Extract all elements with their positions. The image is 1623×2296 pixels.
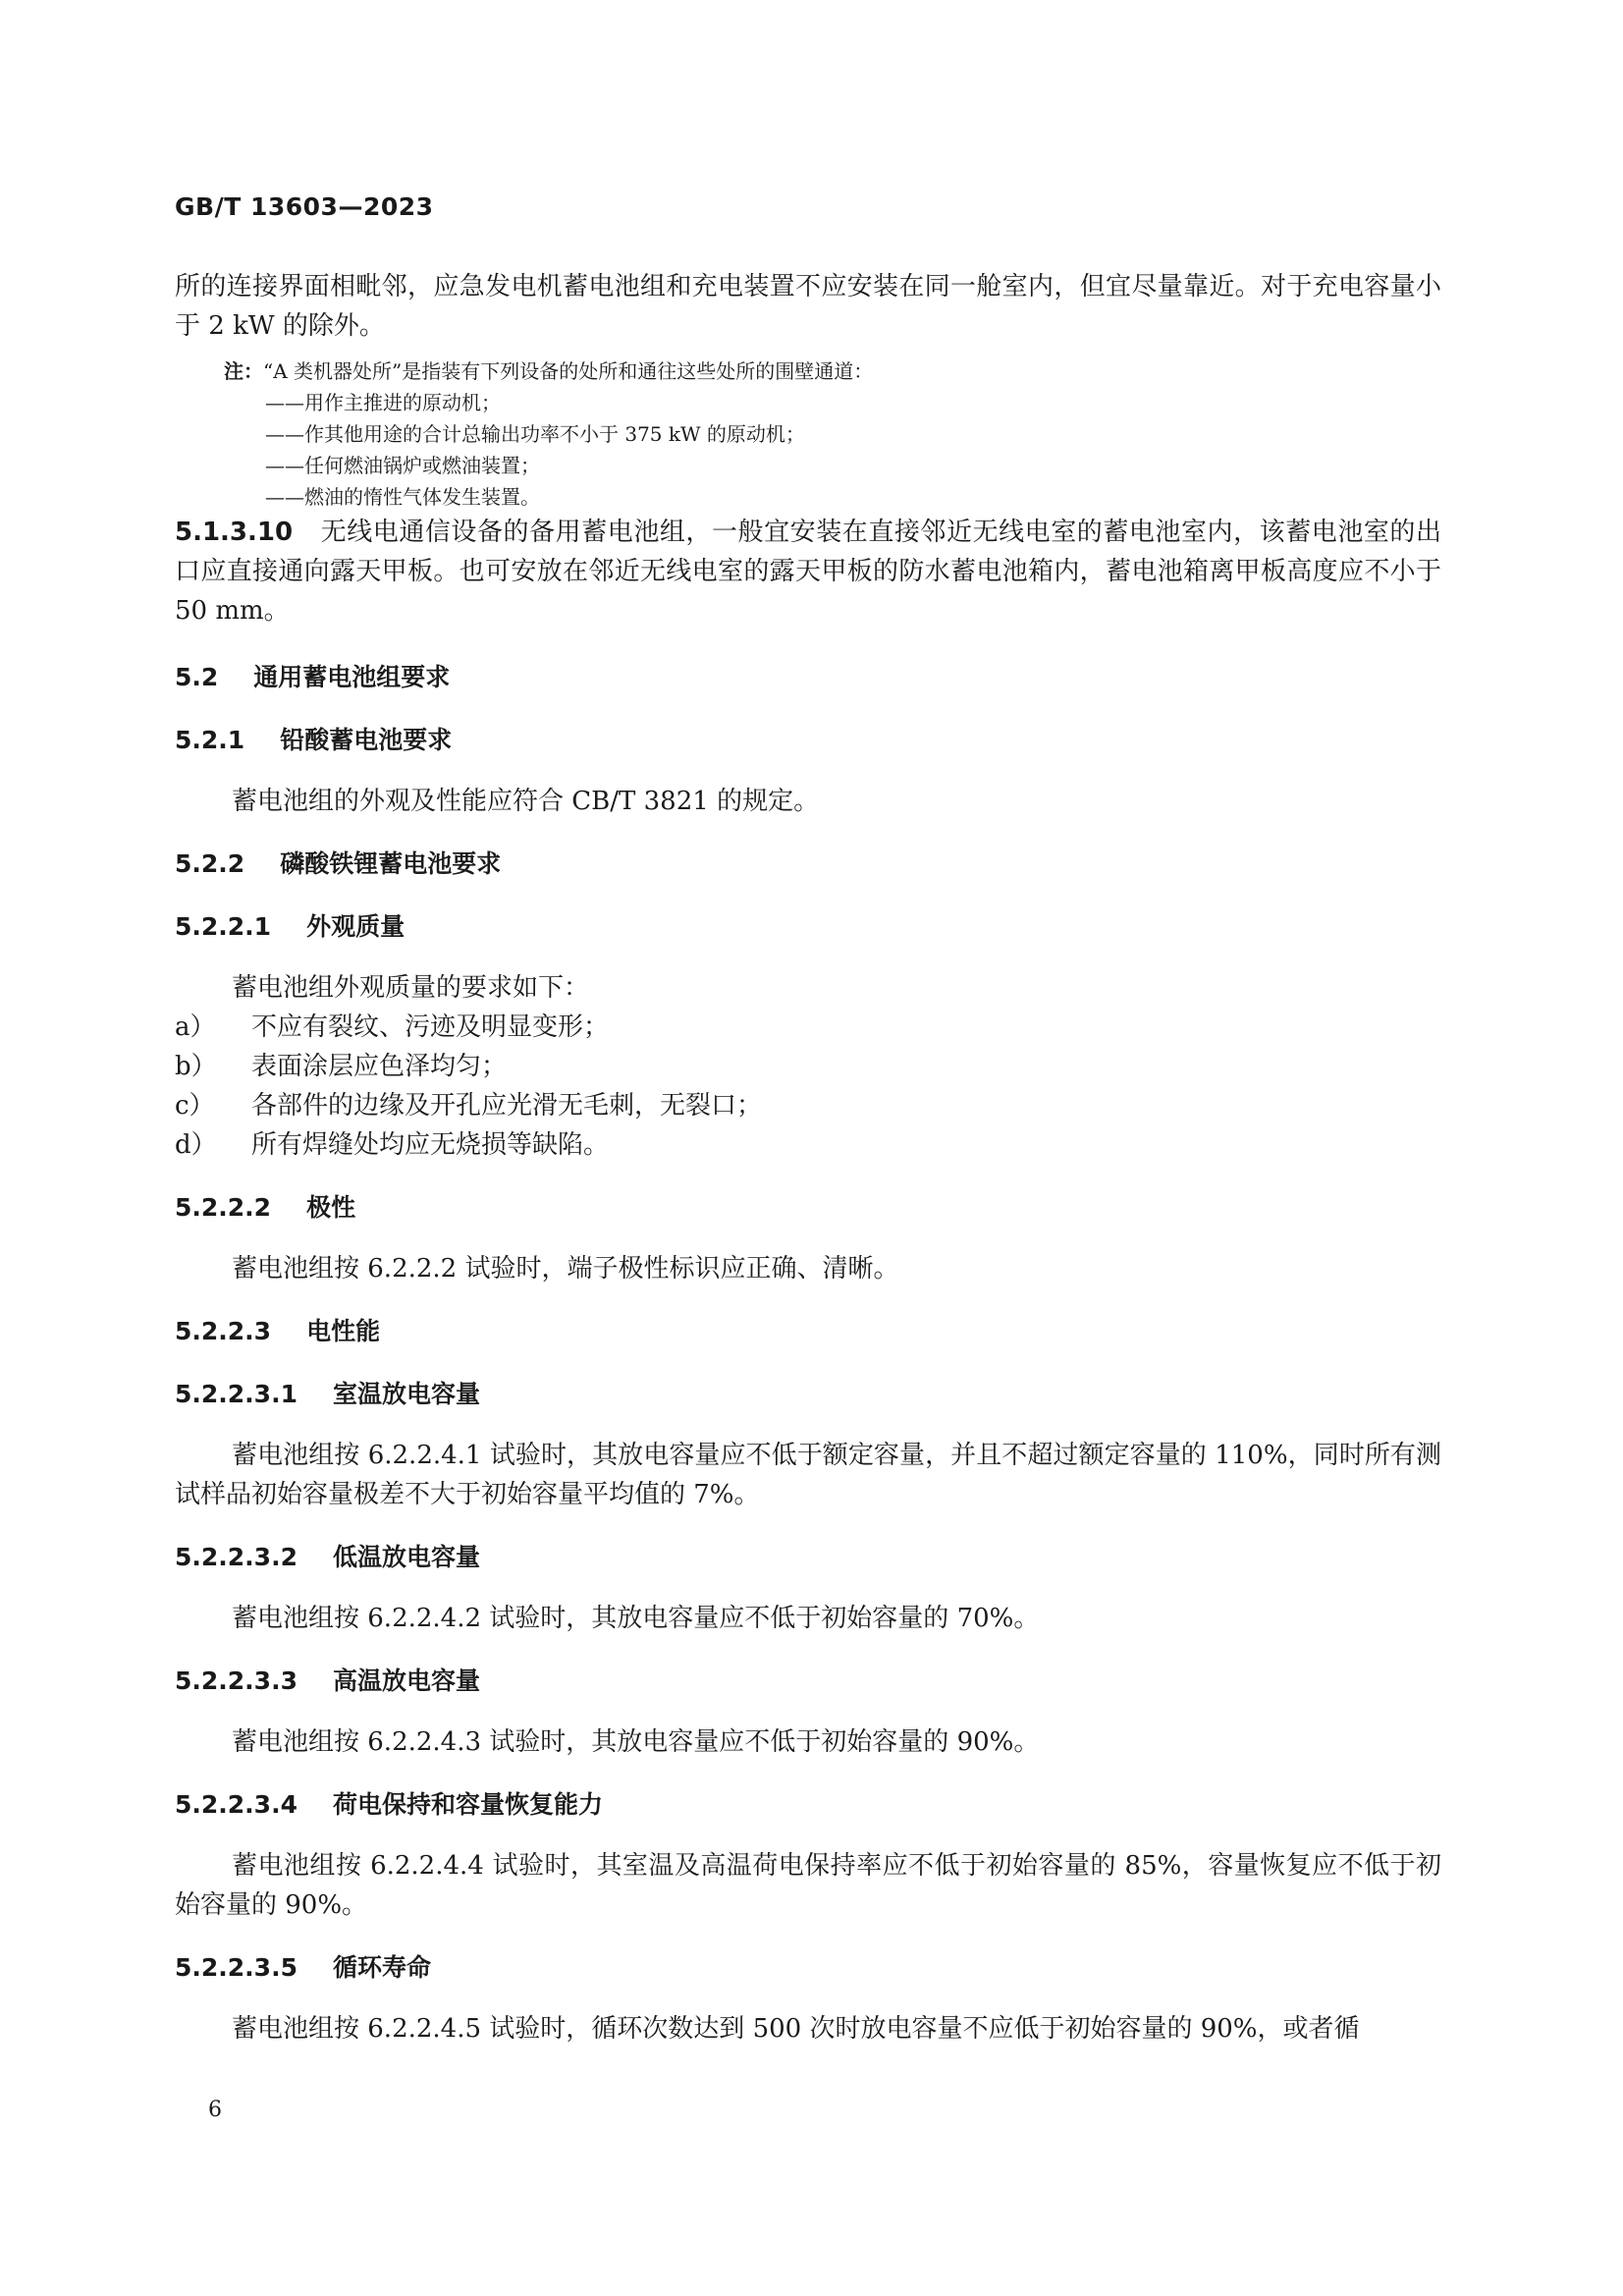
section-body: 蓄电池组按 6.2.2.4.2 试验时，其放电容量应不低于初始容量的 70%。 <box>232 1604 1040 1633</box>
page-content <box>175 267 1441 2049</box>
list-item-label: b） <box>175 1052 217 1081</box>
list-item-label: c） <box>175 1091 215 1121</box>
section-number: 5.2 <box>175 663 219 691</box>
section-heading <box>175 1785 1441 1825</box>
section-title: 磷酸铁锂蓄电池要求 <box>280 849 502 878</box>
note-text: “A 类机器处所”是指装有下列设备的处所和通往这些处所的围壁通道： <box>263 359 874 383</box>
note-label: 注： <box>224 359 263 383</box>
section-heading <box>175 1188 1441 1228</box>
section-number: 5.2.2.2 <box>175 1193 272 1222</box>
section-number: 5.2.2.1 <box>175 912 272 941</box>
standard-code-header: GB/T 13603—2023 <box>175 192 434 221</box>
section-heading <box>175 1948 1441 1988</box>
list-item-label: d） <box>175 1130 217 1160</box>
section-heading <box>175 1312 1441 1351</box>
section-title: 铅酸蓄电池要求 <box>280 726 453 754</box>
section-heading <box>175 1538 1441 1577</box>
section-heading <box>175 907 1441 947</box>
clause-5-1-3-10 <box>175 513 1441 630</box>
section-number: 5.2.1 <box>175 726 245 754</box>
section-body: 蓄电池组的外观及性能应符合 CB/T 3821 的规定。 <box>232 787 820 816</box>
list-item <box>175 1086 1441 1125</box>
list-item-text: 各部件的边缘及开孔应光滑无毛刺，无裂口； <box>251 1091 763 1121</box>
section-number: 5.2.2.3.2 <box>175 1543 298 1571</box>
section-heading <box>175 1662 1441 1701</box>
list-item-text: 不应有裂纹、污迹及明显变形； <box>251 1012 610 1042</box>
note-item: ——任何燃油锅炉或燃油装置； <box>265 454 540 477</box>
note <box>175 355 1441 387</box>
clause-text: 无线电通信设备的备用蓄电池组，一般宜安装在直接邻近无线电室的蓄电池室内，该蓄电池室的出口应直接通向露天甲板。也可安放在邻近无线电室的露天甲板的防水蓄电池箱内，蓄电池箱离甲板高度应不小于 50 mm。 <box>175 518 1441 626</box>
list-item-label: a） <box>175 1012 216 1042</box>
section-title: 电性能 <box>306 1317 381 1345</box>
section-title: 低温放电容量 <box>332 1543 480 1571</box>
section-body: 蓄电池组外观质量的要求如下： <box>232 973 590 1003</box>
list-item-text: 表面涂层应色泽均匀； <box>251 1052 508 1081</box>
section-heading <box>175 658 1441 697</box>
section-body: 蓄电池组按 6.2.2.2 试验时，端子极性标识应正确、清晰。 <box>232 1254 899 1284</box>
note-item: ——燃油的惰性气体发生装置。 <box>265 485 540 509</box>
section-number: 5.2.2 <box>175 849 245 878</box>
section-title: 荷电保持和容量恢复能力 <box>332 1790 603 1819</box>
section-title: 室温放电容量 <box>332 1380 480 1408</box>
list-item <box>175 1047 1441 1086</box>
section-body: 蓄电池组按 6.2.2.4.4 试验时，其室温及高温荷电保持率应不低于初始容量的 85%，容量恢复应不低于初始容量的 90%。 <box>175 1851 1441 1920</box>
section-title: 高温放电容量 <box>332 1667 480 1695</box>
section-title: 通用蓄电池组要求 <box>253 663 451 691</box>
note-item: ——用作主推进的原动机； <box>265 391 501 414</box>
section-body: 蓄电池组按 6.2.2.4.3 试验时，其放电容量应不低于初始容量的 90%。 <box>232 1727 1040 1757</box>
section-body: 蓄电池组按 6.2.2.4.1 试验时，其放电容量应不低于额定容量，并且不超过额定容量的 110%，同时所有测试样品初始容量极差不大于初始容量平均值的 7%。 <box>175 1441 1441 1509</box>
list-item <box>175 1125 1441 1165</box>
list-item-text: 所有焊缝处均应无烧损等缺陷。 <box>251 1130 610 1160</box>
note-item: ——作其他用途的合计总输出功率不小于 375 kW 的原动机； <box>265 422 805 446</box>
intro-paragraph: 所的连接界面相毗邻，应急发电机蓄电池组和充电装置不应安装在同一舱室内，但宜尽量靠近。对于充电容量小于 2 kW 的除外。 <box>175 272 1441 341</box>
section-number: 5.2.2.3 <box>175 1317 272 1345</box>
list-item <box>175 1008 1441 1047</box>
section-number: 5.2.2.3.5 <box>175 1953 298 1982</box>
page-number: 6 <box>208 2098 222 2122</box>
section-title: 极性 <box>306 1193 356 1222</box>
section-title: 外观质量 <box>306 912 406 941</box>
clause-number: 5.1.3.10 <box>175 518 294 547</box>
section-number: 5.2.2.3.4 <box>175 1790 298 1819</box>
section-title: 循环寿命 <box>332 1953 431 1982</box>
section-body: 蓄电池组按 6.2.2.4.5 试验时，循环次数达到 500 次时放电容量不应低于初始容量的 90%，或者循 <box>232 2014 1360 2044</box>
section-heading <box>175 721 1441 760</box>
section-heading <box>175 1375 1441 1414</box>
section-number: 5.2.2.3.1 <box>175 1380 298 1408</box>
section-number: 5.2.2.3.3 <box>175 1667 298 1695</box>
section-heading <box>175 845 1441 884</box>
